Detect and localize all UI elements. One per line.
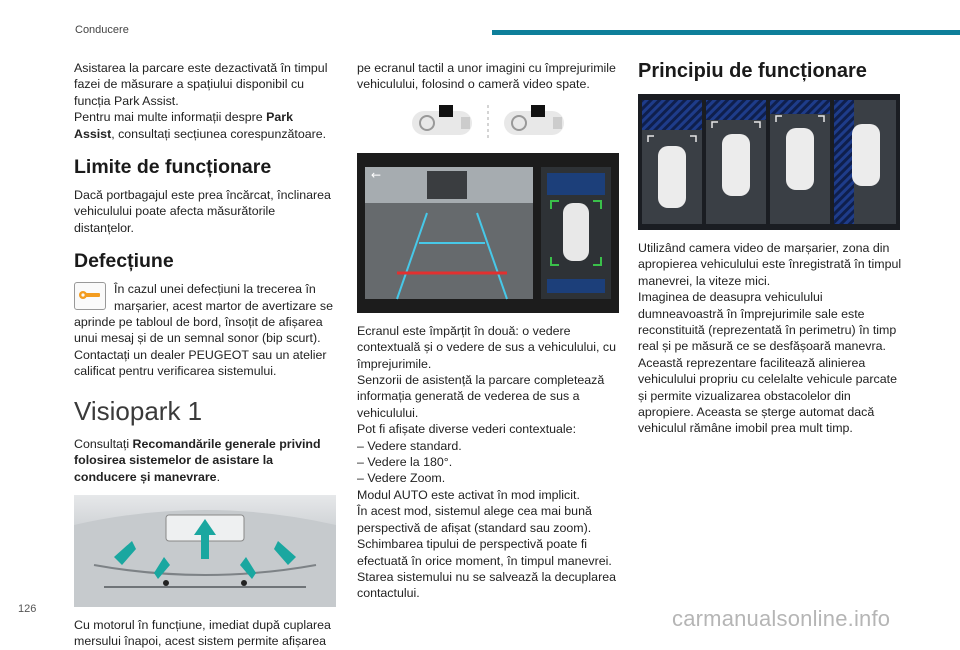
section-title: Conducere xyxy=(75,24,129,36)
column-2 xyxy=(357,60,619,602)
fault-block xyxy=(74,281,336,379)
intro-visiopark-text: Cu motorul în funcțiune, imediat după cuplarea mersului înapoi, acest sistem permite afișarea xyxy=(74,617,331,649)
continuation-text: pe ecranul tactil a unor imagini cu împrejurimile vehiculului, folosind o cameră video spate. xyxy=(357,61,616,92)
header-accent-bar xyxy=(492,30,960,35)
steering-wheel-camera-icons xyxy=(357,103,619,143)
rear-bumper-camera-image xyxy=(74,495,336,607)
column-3 xyxy=(638,60,902,437)
park-assist-ref: Park Assist xyxy=(74,110,294,141)
consult-text: Consultați Recomandările generale privind folosirea sistemelor de asistare la conducere și manevrare. xyxy=(74,436,321,484)
wrench-warning-icon xyxy=(74,282,106,310)
body-text-2: Ecranul este împărțit în două: o vedere contextuală și o vedere de sus a vehiculului, cu împrejurimile. Senzorii de asistență la parcare completează informația generată de vederea de sus a vehiculului. Pot fi afișate diverse vederi contextuale: – Vedere standard. – Vedere la 180°. – Vedere Zoom. Modul AUTO este activat în mod implicit. În acest mod, sistemul alege cea mai bună perspectivă de afișat (standard sau zoom). Schimbarea tipului de perspectivă poate fi efectuată în orice moment, în timpul manevrei. Starea sistemului nu se salvează la decuplarea contactului. xyxy=(357,323,616,601)
top-view-sequence-image xyxy=(638,94,900,230)
watermark: carmanualsonline.info xyxy=(672,606,891,631)
limits-heading: Limite de funcționare xyxy=(74,156,272,179)
limits-text: Dacă portbagajul este prea încărcat, înclinarea vehiculului poate afecta măsurătorile distanțelor. xyxy=(74,188,331,235)
column-1 xyxy=(74,60,336,650)
fault-contact-text: Contactați un dealer PEUGEOT sau un atelier calificat pentru verificarea sistemului. xyxy=(74,347,327,379)
principle-heading: Principiu de funcționare xyxy=(638,60,867,82)
body-text-3: Utilizând camera video de marșarier, zona din apropierea vehiculului este înregistrată în timpul manevrei, la viteze mici. Imaginea de deasupra vehiculului dumneavoastră în împrejurimile sale este reconstituită (reprezentată în perimetru) în timp real și pe măsură ce se desfășoară manevra. Această reprezentare facilitează alinierea vehiculului propriu cu celelalte vehicule parcate și permite vizualizarea obstacolelor din apropiere. Aceasta se șterge automat dacă vehiculul rămâne imobil prea mult timp. xyxy=(638,241,902,436)
rear-camera-screen-image xyxy=(357,153,619,313)
visiopark-heading: Visiopark 1 xyxy=(74,395,203,426)
svg-text:←: ← xyxy=(371,167,382,182)
page-number: 126 xyxy=(18,603,37,615)
fault-text: În cazul unei defecțiuni la trecerea în marșarier, acest martor de avertizare se aprinde pe tabloul de bord, însoțit de afișarea unui mesaj și de un semnal sonor (bip scurt). xyxy=(74,282,333,346)
intro-paragraph: Asistarea la parcare este dezactivată în timpul fazei de măsurare a spațiului disponibil cu funcția Park Assist. Pentru mai multe informații despre Park Assist, consultați secțiunea corespunzătoare. xyxy=(74,61,328,141)
fault-heading: Defecțiune xyxy=(74,250,174,273)
